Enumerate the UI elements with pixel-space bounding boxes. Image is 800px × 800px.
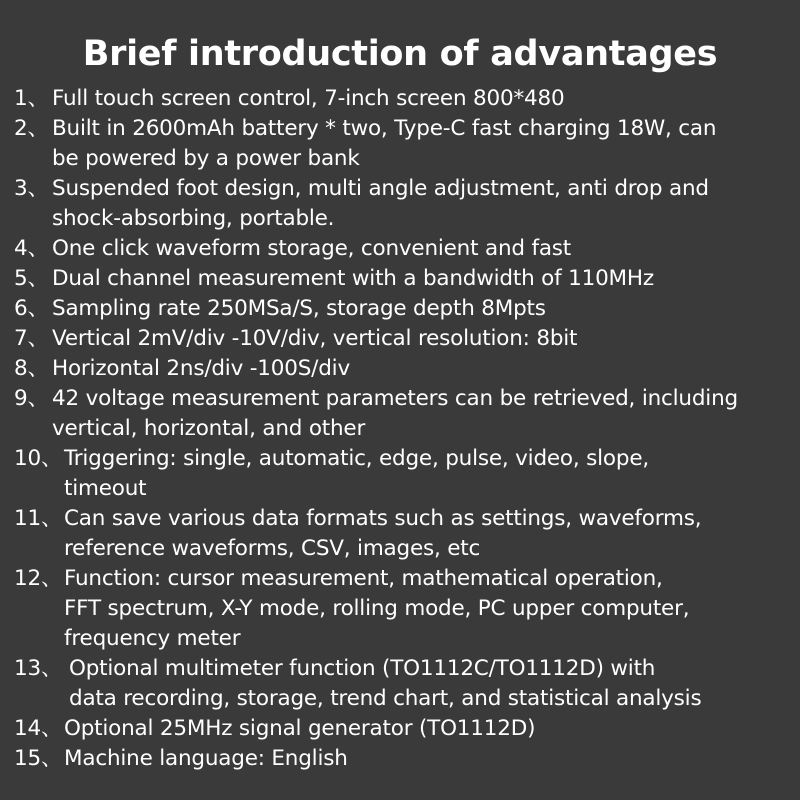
item-text: Machine language: English [64,746,348,771]
item-number: 2、 [14,116,49,141]
list-item [14,564,798,654]
item-number: 15、 [14,746,63,771]
item-number: 11、 [14,506,63,531]
item-number: 7、 [14,326,49,351]
page-title: Brief introduction of advantages [82,34,718,74]
list-item [14,174,798,234]
item-text: 42 voltage measurement parameters can be retrieved, including vertical, horizontal, and other [52,386,738,441]
list-item [14,654,798,714]
item-text: Can save various data formats such as settings, waveforms, reference waveforms, CSV, images, etc [64,506,702,561]
item-text: Vertical 2mV/div -10V/div, vertical resolution: 8bit [52,326,578,351]
advantages-list [14,84,798,774]
item-text: Horizontal 2ns/div -100S/div [52,356,350,381]
item-text: One click waveform storage, convenient and fast [52,236,572,261]
item-text: Triggering: single, automatic, edge, pulse, video, slope, timeout [64,446,649,501]
item-number: 4、 [14,236,49,261]
list-item [14,84,798,114]
item-text: Built in 2600mAh battery * two, Type-C fast charging 18W, can be powered by a power bank [52,116,717,171]
item-text: Dual channel measurement with a bandwidth of 110MHz [52,266,654,291]
item-text: Full touch screen control, 7-inch screen 800*480 [52,86,565,111]
item-number: 14、 [14,716,63,741]
item-text: Function: cursor measurement, mathematical operation, FFT spectrum, X-Y mode, rolling mode, PC upper computer, frequency meter [64,566,690,651]
item-number: 13、 [14,656,63,681]
item-text: Optional multimeter function (TO1112C/TO1112D) with data recording, storage, trend chart, and statistical analysis [69,656,702,711]
list-item [14,714,798,744]
list-item [14,354,798,384]
list-item [14,234,798,264]
item-text: Suspended foot design, multi angle adjustment, anti drop and shock-absorbing, portable. [52,176,709,231]
list-item [14,444,798,504]
list-item [14,294,798,324]
item-number: 12、 [14,566,63,591]
item-number: 5、 [14,266,49,291]
item-number: 3、 [14,176,49,201]
item-number: 8、 [14,356,49,381]
list-item [14,384,798,444]
list-item [14,114,798,174]
item-number: 10、 [14,446,63,471]
list-item [14,324,798,354]
item-text: Sampling rate 250MSa/S, storage depth 8Mpts [52,296,546,321]
item-number: 9、 [14,386,49,411]
list-item [14,504,798,564]
list-item [14,744,798,774]
list-item [14,264,798,294]
item-number: 1、 [14,86,49,111]
item-text: Optional 25MHz signal generator (TO1112D) [64,716,536,741]
item-number: 6、 [14,296,49,321]
